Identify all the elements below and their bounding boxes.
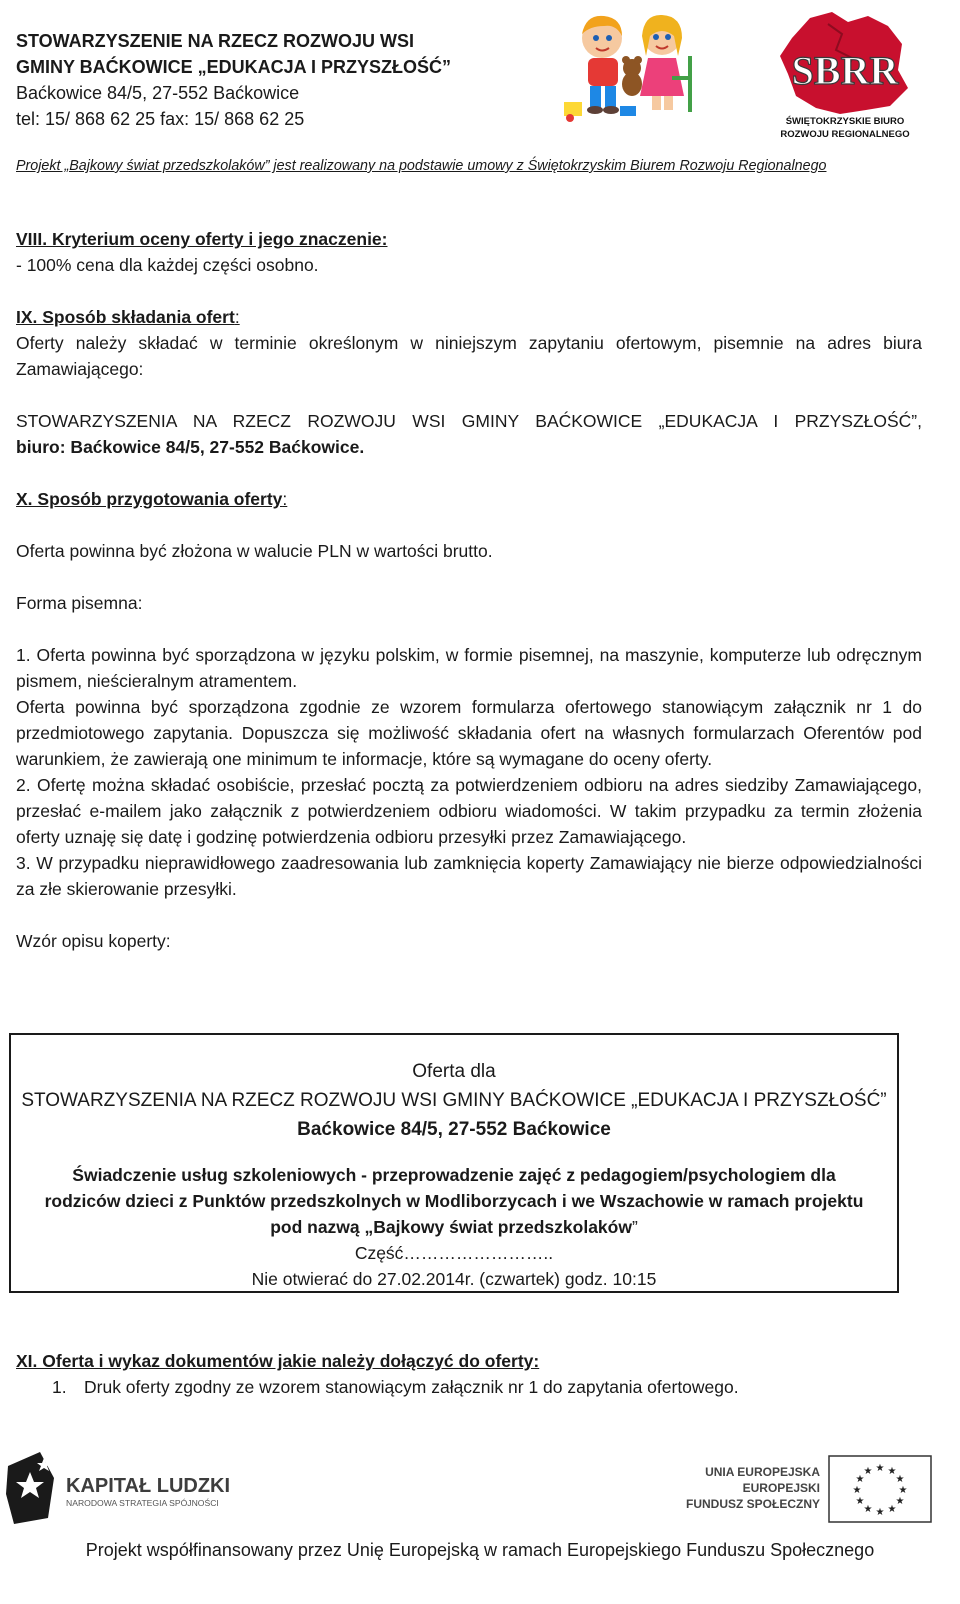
org-name-line-1: STOWARZYSZENIE NA RZECZ ROZWOJU WSI	[16, 31, 415, 51]
section-9-org-address: biuro: Baćkowice 84/5, 27-552 Baćkowice.	[16, 437, 365, 457]
svg-text:★: ★	[887, 1504, 897, 1515]
section-10-heading-line	[16, 486, 922, 512]
section-9-text: Oferty należy składać w terminie określonym w niniejszym zapytaniu ofertowym, pisemnie na adres biura Zamawiającego:	[16, 333, 922, 379]
sbrr-logo-icon	[770, 10, 920, 142]
svg-text:★: ★	[863, 1466, 873, 1477]
list-item-text: Druk oferty zgodny ze wzorem stanowiącym załącznik nr 1 do zapytania ofertowego.	[84, 1377, 739, 1397]
list-item	[16, 1374, 922, 1400]
section-10-currency: Oferta powinna być złożona w walucie PLN w wartości brutto.	[16, 541, 493, 561]
cofinance-footer: Projekt współfinansowany przez Unię Europejską w ramach Europejskiego Funduszu Społecznego	[85, 1540, 875, 1560]
envelope-template-box	[9, 1033, 899, 1293]
kapital-ludzki-subtitle: NARODOWA STRATEGIA SPÓJNOŚCI	[66, 1498, 219, 1508]
svg-text:★: ★	[887, 1466, 897, 1477]
section-10-point-3: 3. W przypadku nieprawidłowego zaadresowania lub zamknięcia koperty Zamawiający nie bierze odpowiedzialności za złe skierowanie przesyłki.	[16, 853, 922, 899]
eu-line-2: EUROPEJSKI	[742, 1481, 820, 1495]
svg-text:★: ★	[863, 1504, 873, 1515]
sbrr-logo-text: SBRR	[791, 48, 899, 93]
section-10-heading: X. Sposób przygotowania oferty	[16, 489, 283, 509]
svg-text:★: ★	[855, 1474, 865, 1485]
envelope-service-3: pod nazwą „Bajkowy świat przedszkolaków	[270, 1217, 632, 1237]
project-line: Projekt „Bajkowy świat przedszkolaków” jest realizowany na podstawie umowy z Świętokrzyskim Biurem Rozwoju Regionalnego	[16, 158, 827, 174]
section-9-heading-line	[16, 304, 922, 330]
eu-text-block	[670, 1464, 820, 1512]
section-11	[16, 1348, 922, 1400]
svg-text:★: ★	[852, 1485, 862, 1496]
svg-text:★: ★	[895, 1474, 905, 1485]
section-9-heading: IX. Sposób składania ofert	[16, 307, 235, 327]
svg-text:★: ★	[875, 1463, 885, 1474]
section-10-heading-colon: :	[282, 489, 288, 509]
envelope-service-3-line	[11, 1214, 897, 1240]
envelope-service-2: rodziców dzieci z Punktów przedszkolnych w Modliborzycach i we Wszachowie w ramach projektu	[44, 1191, 864, 1211]
sbrr-sub-line-2: ROZWOJU REGIONALNEGO	[780, 129, 910, 140]
org-phone: tel: 15/ 868 62 25 fax: 15/ 868 62 25	[16, 109, 305, 129]
envelope-service-3-quote: ”	[631, 1217, 638, 1237]
envelope-line-1: Oferta dla	[412, 1061, 496, 1082]
envelope-line-2: STOWARZYSZENIA NA RZECZ ROZWOJU WSI GMINY BAĆKOWICE „EDUKACJA I PRZYSZŁOŚĆ”	[21, 1090, 887, 1111]
section-10-point-1b: Oferta powinna być sporządzona zgodnie ze wzorem formularza ofertowego stanowiącym załącznik nr 1 do przedmiotowego zapytania. Dopuszcza się możliwość składania ofert na własnych formularzach Oferentów pod warunkiem, że zawierają one minimum te informacje, które są wymagane do oceny oferty.	[16, 697, 922, 769]
document-content	[16, 226, 922, 954]
sbrr-sub-line-1: ŚWIĘTOKRZYSKIE BIURO	[785, 116, 905, 127]
envelope-label: Wzór opisu koperty:	[16, 931, 171, 951]
org-address: Baćkowice 84/5, 27-552 Baćkowice	[16, 83, 300, 103]
section-10-point-2: 2. Ofertę można składać osobiście, przesłać pocztą za potwierdzeniem odbioru na adres siedziby Zamawiającego, przesłać e-mailem jako załącznik z potwierdzeniem odbioru wiadomości. W takim przypadku za termin złożenia oferty uznaję się datę i godzinę potwierdzenia odbioru przesyłki przez Zamawiającego.	[16, 775, 922, 847]
svg-text:★: ★	[875, 1507, 885, 1518]
section-10-point-1: 1. Oferta powinna być sporządzona w języku polskim, w formie pisemnej, na maszynie, komputerze lub odręcznym pismem, nieścieralnym atramentem.	[16, 645, 922, 691]
svg-text:★: ★	[898, 1485, 908, 1496]
envelope-service-1: Świadczenie usług szkoleniowych - przeprowadzenie zajęć z pedagogiem/psychologiem dla	[72, 1165, 836, 1185]
list-item-number: 1.	[52, 1377, 67, 1397]
eu-flag-icon	[828, 1455, 932, 1523]
section-9-heading-colon: :	[234, 307, 240, 327]
organization-header	[16, 28, 556, 132]
envelope-line-3: Baćkowice 84/5, 27-552 Baćkowice	[297, 1119, 611, 1140]
svg-text:★: ★	[855, 1496, 865, 1507]
kapital-ludzki-logo-icon	[4, 1448, 254, 1530]
kids-illustration-icon	[560, 6, 696, 128]
section-10-form-label: Forma pisemna:	[16, 593, 143, 613]
eu-line-1: UNIA EUROPEJSKA	[705, 1465, 820, 1479]
section-11-heading: XI. Oferta i wykaz dokumentów jakie należy dołączyć do oferty:	[16, 1351, 540, 1371]
eu-line-3: FUNDUSZ SPOŁECZNY	[685, 1497, 820, 1511]
section-9-org-caps: STOWARZYSZENIA NA RZECZ ROZWOJU WSI GMINY BAĆKOWICE „EDUKACJA I PRZYSZŁOŚĆ”,	[16, 411, 922, 431]
org-name-line-2: GMINY BAĆKOWICE „EDUKACJA I PRZYSZŁOŚĆ”	[16, 57, 452, 77]
section-8-heading: VIII. Kryterium oceny oferty i jego znaczenie:	[16, 229, 388, 249]
section-8-text: - 100% cena dla każdej części osobno.	[16, 255, 319, 275]
svg-text:★: ★	[895, 1496, 905, 1507]
kapital-ludzki-title: KAPITAŁ LUDZKI	[66, 1475, 231, 1497]
envelope-deadline: Nie otwierać do 27.02.2014r. (czwartek) godz. 10:15	[251, 1269, 657, 1289]
envelope-part: Część……………………..	[354, 1243, 554, 1263]
